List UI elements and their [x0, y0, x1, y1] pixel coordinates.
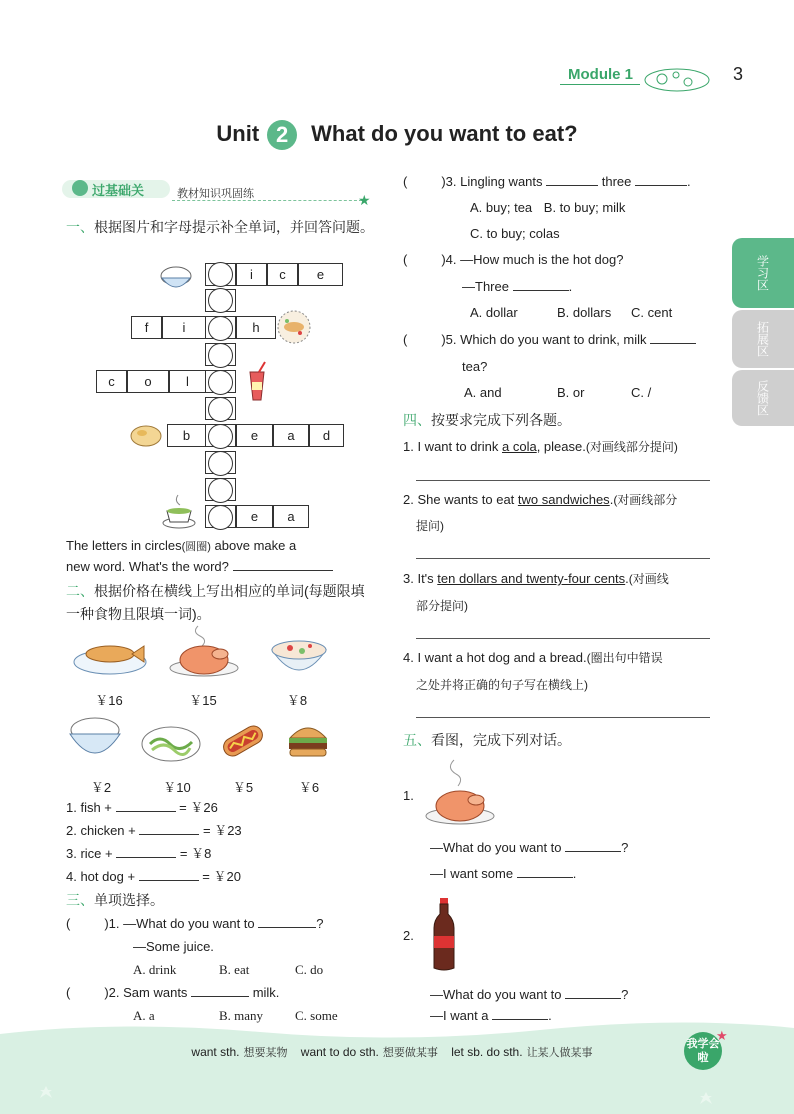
section2-item [66, 798, 218, 818]
section3-number: 三、 [66, 892, 94, 908]
footer-wave [0, 1018, 794, 1114]
option-b[interactable]: B. or [557, 385, 585, 400]
dialog-text: —What do you want to [430, 987, 562, 1002]
item-note: 提问) [416, 519, 444, 533]
section2-heading [66, 580, 376, 626]
section4-item [403, 569, 713, 589]
price-noodles: ￥10 [163, 780, 191, 795]
price-chicken: ￥15 [189, 693, 217, 708]
crossword-cell: e [236, 424, 273, 447]
banner-divider [172, 200, 362, 202]
section4-heading [403, 409, 571, 432]
answer-blank[interactable] [139, 821, 199, 835]
mc-question-5 [403, 330, 696, 350]
section3-text: 单项选择。 [94, 892, 164, 908]
option-b[interactable]: B. dollars [557, 305, 612, 320]
roast-chicken-icon [168, 624, 242, 680]
item-result: = ￥20 [202, 869, 241, 884]
dialog-text: —I want some [430, 866, 514, 881]
badge: 我学会啦 [684, 1032, 722, 1070]
options-row [470, 198, 625, 218]
dialog-text: —I want a [430, 1008, 489, 1023]
unit-title [0, 120, 794, 150]
section1-question-line1 [66, 536, 376, 557]
item-text: 1. I want to drink [403, 439, 502, 454]
section2-number: 二、 [66, 583, 94, 599]
salad-bowl-icon [270, 632, 328, 680]
crossword-cell: d [309, 424, 344, 447]
phrase-en: let sb. do sth. [451, 1045, 523, 1059]
fish-dish-icon [276, 307, 312, 347]
item-note: 部分提问) [416, 599, 468, 613]
answer-blank[interactable] [517, 864, 573, 878]
section2-item [66, 821, 242, 841]
item-note: (对画线部分提问) [585, 440, 678, 454]
answer-blank[interactable] [565, 838, 621, 852]
footer-phrases [0, 1044, 794, 1060]
dialog-line [430, 864, 576, 884]
crossword-circle[interactable] [208, 370, 233, 395]
item-label: 3. rice + [66, 846, 113, 861]
crossword-circle[interactable] [208, 424, 233, 449]
unit-label: Unit [216, 120, 260, 146]
answer-blank[interactable] [565, 985, 621, 999]
question-line2 [462, 277, 572, 297]
item-result: = ￥26 [179, 800, 218, 815]
answer-blank[interactable] [546, 172, 598, 186]
question-text-cn: (圆圈) [181, 541, 211, 553]
price-rice: ￥2 [90, 780, 112, 795]
question-stem: )5. Which do you want to drink, milk [441, 332, 647, 347]
answer-blank[interactable] [635, 172, 687, 186]
question-stem: )2. Sam wants [104, 985, 188, 1000]
crossword-cell: f [131, 316, 162, 339]
options-row [464, 383, 704, 403]
crossword-cell: e [298, 263, 343, 286]
paren-open[interactable]: ( [66, 916, 71, 931]
banner-subtitle: 教材知识巩固练 [177, 188, 254, 200]
item-text: . [609, 492, 614, 507]
price-hamburger: ￥6 [298, 780, 320, 795]
section1-question-line2 [66, 557, 376, 577]
dialog-number: 2. [403, 928, 414, 943]
answer-blank[interactable] [116, 844, 176, 858]
crossword-cell: i [162, 316, 206, 339]
unit-number: 2 [267, 120, 297, 150]
tab-extend[interactable]: 拓展区 [732, 310, 794, 368]
page-number: 3 [733, 64, 744, 84]
item-text: 2. She wants to eat [403, 492, 518, 507]
crossword-circle[interactable] [208, 316, 233, 341]
option-a[interactable]: A. a [133, 1008, 155, 1023]
answer-blank[interactable] [650, 330, 696, 344]
rice-bowl-icon [158, 262, 194, 294]
section3-heading [66, 889, 164, 912]
answer-line[interactable] [416, 717, 710, 718]
item-label: 1. fish + [66, 800, 112, 815]
question-text: The letters in circles [66, 538, 182, 553]
cola-bottle-icon [432, 896, 456, 972]
question-stem: )4. —How much is the hot dog? [441, 252, 624, 267]
item-note: (对画线部分 [613, 493, 678, 507]
crossword-circle[interactable] [208, 397, 233, 422]
dialog-text: —What do you want to [430, 840, 562, 855]
question-line2-text: —Three [462, 279, 509, 294]
star-icon: ★ [716, 1028, 728, 1043]
price-hot-dog: ￥5 [232, 780, 254, 795]
cloud-decoration-icon [640, 62, 715, 94]
options-row [133, 960, 373, 980]
option-b[interactable]: B. eat [219, 962, 250, 977]
answer-blank[interactable] [191, 983, 249, 997]
noodles-plate-icon [140, 720, 202, 764]
question-text: new word. What's the word? [66, 559, 229, 574]
underlined-text: ten dollars and twenty-four cents [437, 571, 626, 586]
section2-text: 根据价格在横线上写出相应的单词(每题限填一种食物且限填一词)。 [66, 583, 365, 622]
section1-number: 一、 [66, 219, 94, 235]
dialog-line [430, 838, 628, 858]
mc-question-1 [66, 914, 324, 934]
item-note: (对画线 [628, 572, 669, 586]
item-text: 3. It's [403, 571, 438, 586]
option-c[interactable]: C. some [295, 1008, 338, 1023]
section4-item [403, 490, 713, 510]
option-a[interactable]: A. buy; tea [470, 200, 533, 215]
section4-item [403, 648, 713, 668]
underlined-text: a cola [502, 439, 537, 454]
option-c[interactable]: C. cent [631, 305, 673, 320]
answer-blank[interactable] [233, 557, 333, 571]
option-a[interactable]: A. and [464, 385, 502, 400]
paren-open[interactable]: ( [403, 174, 408, 189]
item-result: = ￥8 [179, 846, 212, 861]
crossword-cell: a [273, 424, 309, 447]
phrase-cn: 让某人做某事 [526, 1047, 593, 1059]
question-stem: )1. —What do you want to [104, 916, 255, 931]
question-stem: )3. Lingling wants [441, 174, 543, 189]
question-tail: milk. [252, 985, 280, 1000]
mc-question-4 [403, 250, 623, 270]
item-label: 4. hot dog + [66, 869, 136, 884]
phrase-cn: 想要某物 [243, 1047, 288, 1059]
crossword-cell: h [236, 316, 276, 339]
tab-study[interactable]: 学习区 [732, 238, 794, 308]
answer-line[interactable] [416, 638, 710, 639]
item-text: 4. I want a hot dog and a bread. [403, 650, 587, 665]
question-mid: three [601, 174, 632, 189]
crossword-circle[interactable] [208, 451, 233, 476]
dialog-punct: ? [621, 840, 629, 855]
mc-question-3 [403, 172, 691, 192]
hamburger-icon [286, 718, 330, 762]
option-a[interactable]: A. dollar [470, 305, 518, 320]
dialog-punct: . [548, 1008, 552, 1023]
module-underline [560, 84, 640, 85]
item-text: . [625, 571, 629, 586]
crossword-circle[interactable] [208, 505, 233, 530]
option-c[interactable]: C. do [295, 962, 324, 977]
item-note: (圈出句中错误 [586, 651, 663, 665]
paren-open[interactable]: ( [66, 985, 71, 1000]
price-salad: ￥8 [286, 693, 308, 708]
crossword-circle[interactable] [208, 288, 233, 313]
question-line2: tea? [462, 359, 488, 374]
crossword-cell: b [167, 424, 206, 447]
phrase-cn: 想要做某事 [382, 1047, 438, 1059]
item-label: 2. chicken + [66, 823, 136, 838]
dialog-punct: . [572, 866, 577, 881]
question-line2: —Some juice. [133, 939, 214, 954]
phrase-en: want sth. [191, 1045, 240, 1059]
module-label: Module 1 [568, 66, 634, 83]
star-icon: ★ [358, 192, 371, 208]
question-mark: ? [316, 916, 324, 931]
answer-blank[interactable] [513, 277, 569, 291]
price-fish: ￥16 [95, 693, 123, 708]
crossword-cell: i [236, 263, 267, 286]
crossword-cell: e [236, 505, 273, 528]
fish-plate-icon [72, 632, 148, 678]
bread-icon [128, 420, 164, 450]
crossword-cell: l [169, 370, 206, 393]
banner-title: 过基础关 [92, 183, 145, 198]
unit-heading: What do you want to eat? [311, 120, 578, 146]
paren-open[interactable]: ( [403, 332, 408, 347]
question-tail: . [687, 174, 691, 189]
crossword-cell: c [96, 370, 127, 393]
crossword-cell: c [267, 263, 298, 286]
dialog-punct: ? [621, 987, 629, 1002]
crossword-cell: a [273, 505, 309, 528]
option-b[interactable]: B. to buy; milk [543, 200, 626, 215]
tab-feedback[interactable]: 反馈区 [732, 370, 794, 426]
section2-item [66, 867, 241, 887]
item-text: , please. [536, 439, 586, 454]
option-c[interactable]: C. / [631, 385, 652, 400]
option-a[interactable]: A. drink [133, 962, 177, 977]
section4-text: 按要求完成下列各题。 [431, 412, 571, 428]
section5-heading [403, 729, 571, 752]
section2-item [66, 844, 211, 864]
option-c[interactable]: C. to buy; colas [470, 226, 560, 241]
item-note: 之处并将正确的句子写在横线上) [416, 678, 588, 692]
phrase-en: want to do sth. [300, 1045, 379, 1059]
rice-bowl-large-icon [66, 716, 124, 766]
question-tail: . [568, 279, 573, 294]
option-b[interactable]: B. many [219, 1008, 264, 1023]
roast-chicken-icon [424, 758, 498, 828]
crossword-circle[interactable] [208, 478, 233, 503]
question-text: above make a [214, 538, 297, 553]
section1-text: 根据图片和字母提示补全单词，并回答问题。 [94, 219, 374, 235]
mc-question-2 [66, 983, 279, 1003]
item-result: = ￥23 [203, 823, 242, 838]
crossword-cell: o [127, 370, 169, 393]
paren-open[interactable]: ( [403, 252, 408, 267]
underlined-text: two sandwiches [517, 492, 610, 507]
section1-heading [66, 216, 376, 239]
answer-line[interactable] [416, 480, 710, 481]
cola-cup-icon [245, 360, 269, 404]
options-row [470, 303, 710, 323]
section5-number: 五、 [403, 732, 431, 748]
dialog-number: 1. [403, 788, 414, 803]
crossword-circle[interactable] [208, 343, 233, 368]
tea-cup-icon [162, 493, 196, 531]
answer-blank[interactable] [139, 867, 199, 881]
hot-dog-icon [218, 718, 268, 764]
answer-blank[interactable] [116, 798, 176, 812]
section4-item [403, 437, 713, 457]
dialog-line [430, 985, 628, 1005]
section4-number: 四、 [403, 412, 431, 428]
answer-line[interactable] [416, 558, 710, 559]
answer-blank[interactable] [258, 914, 316, 928]
section5-text: 看图，完成下列对话。 [431, 732, 571, 748]
crossword-circle[interactable] [208, 262, 233, 287]
